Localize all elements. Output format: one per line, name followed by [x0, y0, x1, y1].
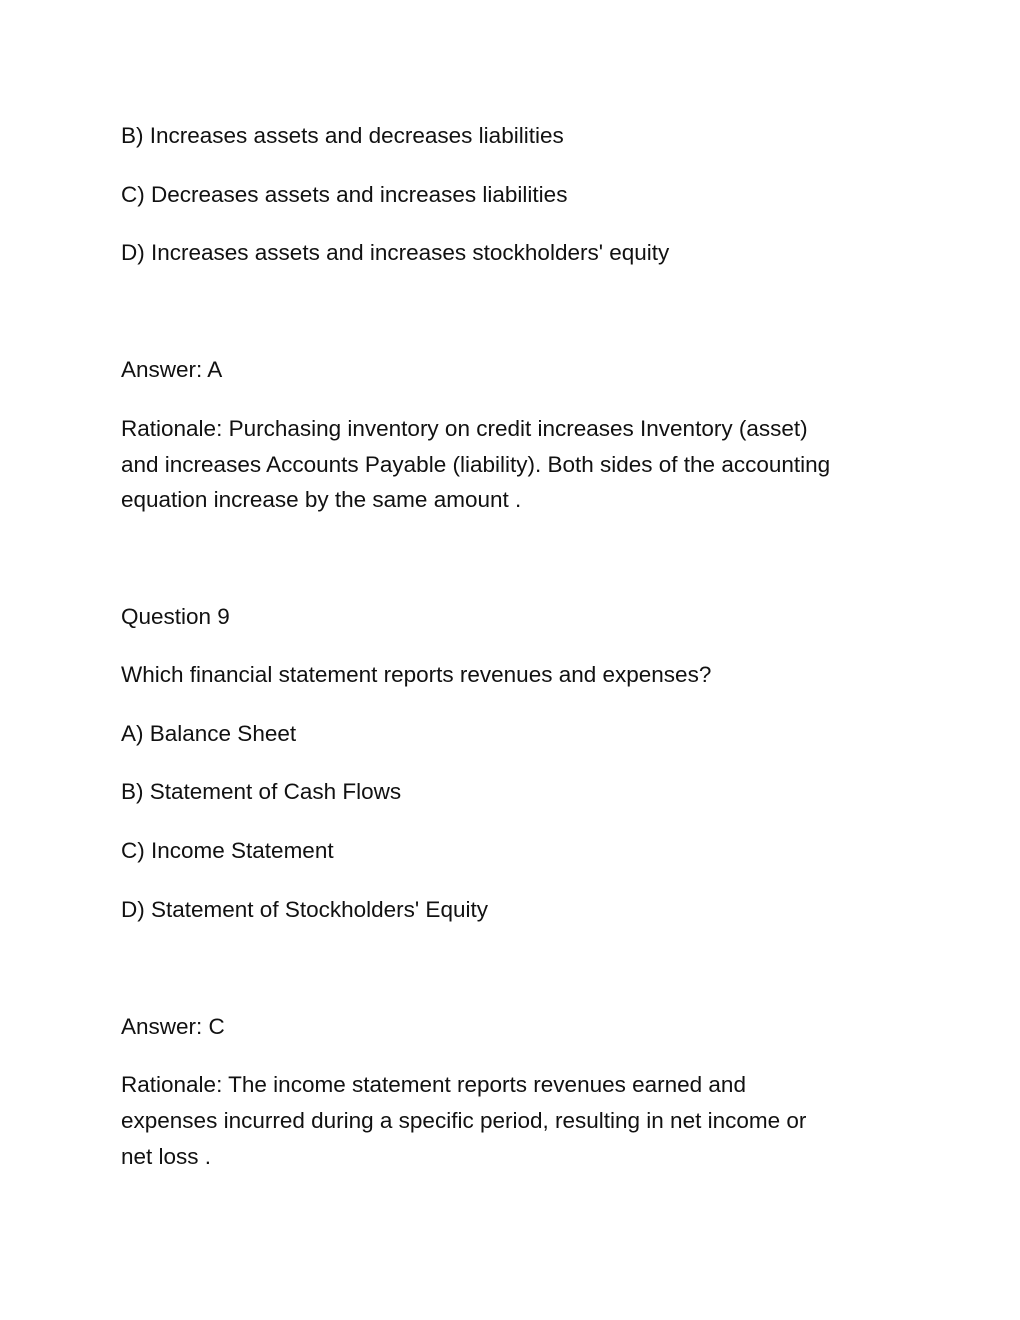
q8-rationale-line-3: equation increase by the same amount . — [121, 487, 522, 512]
q9-prompt: Which financial statement reports revenues and expenses? — [121, 662, 712, 687]
q8-answer: Answer: A — [121, 357, 223, 382]
q9-heading: Question 9 — [121, 604, 230, 629]
q9-option-a: A) Balance Sheet — [121, 721, 297, 746]
q9-rationale-line-1: Rationale: The income statement reports revenues earned and — [121, 1072, 746, 1097]
q8-option-b: B) Increases assets and decreases liabilities — [121, 123, 564, 148]
q8-rationale-line-1: Rationale: Purchasing inventory on credit increases Inventory (asset) — [121, 416, 808, 441]
q8-rationale-line-2: and increases Accounts Payable (liability). Both sides of the accounting — [121, 452, 831, 477]
q9-rationale-line-2: expenses incurred during a specific period, resulting in net income or — [121, 1108, 807, 1133]
q8-option-d: D) Increases assets and increases stockholders' equity — [121, 240, 670, 265]
q9-option-d: D) Statement of Stockholders' Equity — [121, 897, 488, 922]
q9-option-b: B) Statement of Cash Flows — [121, 779, 402, 804]
q9-rationale-line-3: net loss . — [121, 1144, 212, 1169]
q9-answer: Answer: C — [121, 1014, 225, 1039]
q9-option-c: C) Income Statement — [121, 838, 334, 863]
q8-option-c: C) Decreases assets and increases liabilities — [121, 182, 568, 207]
